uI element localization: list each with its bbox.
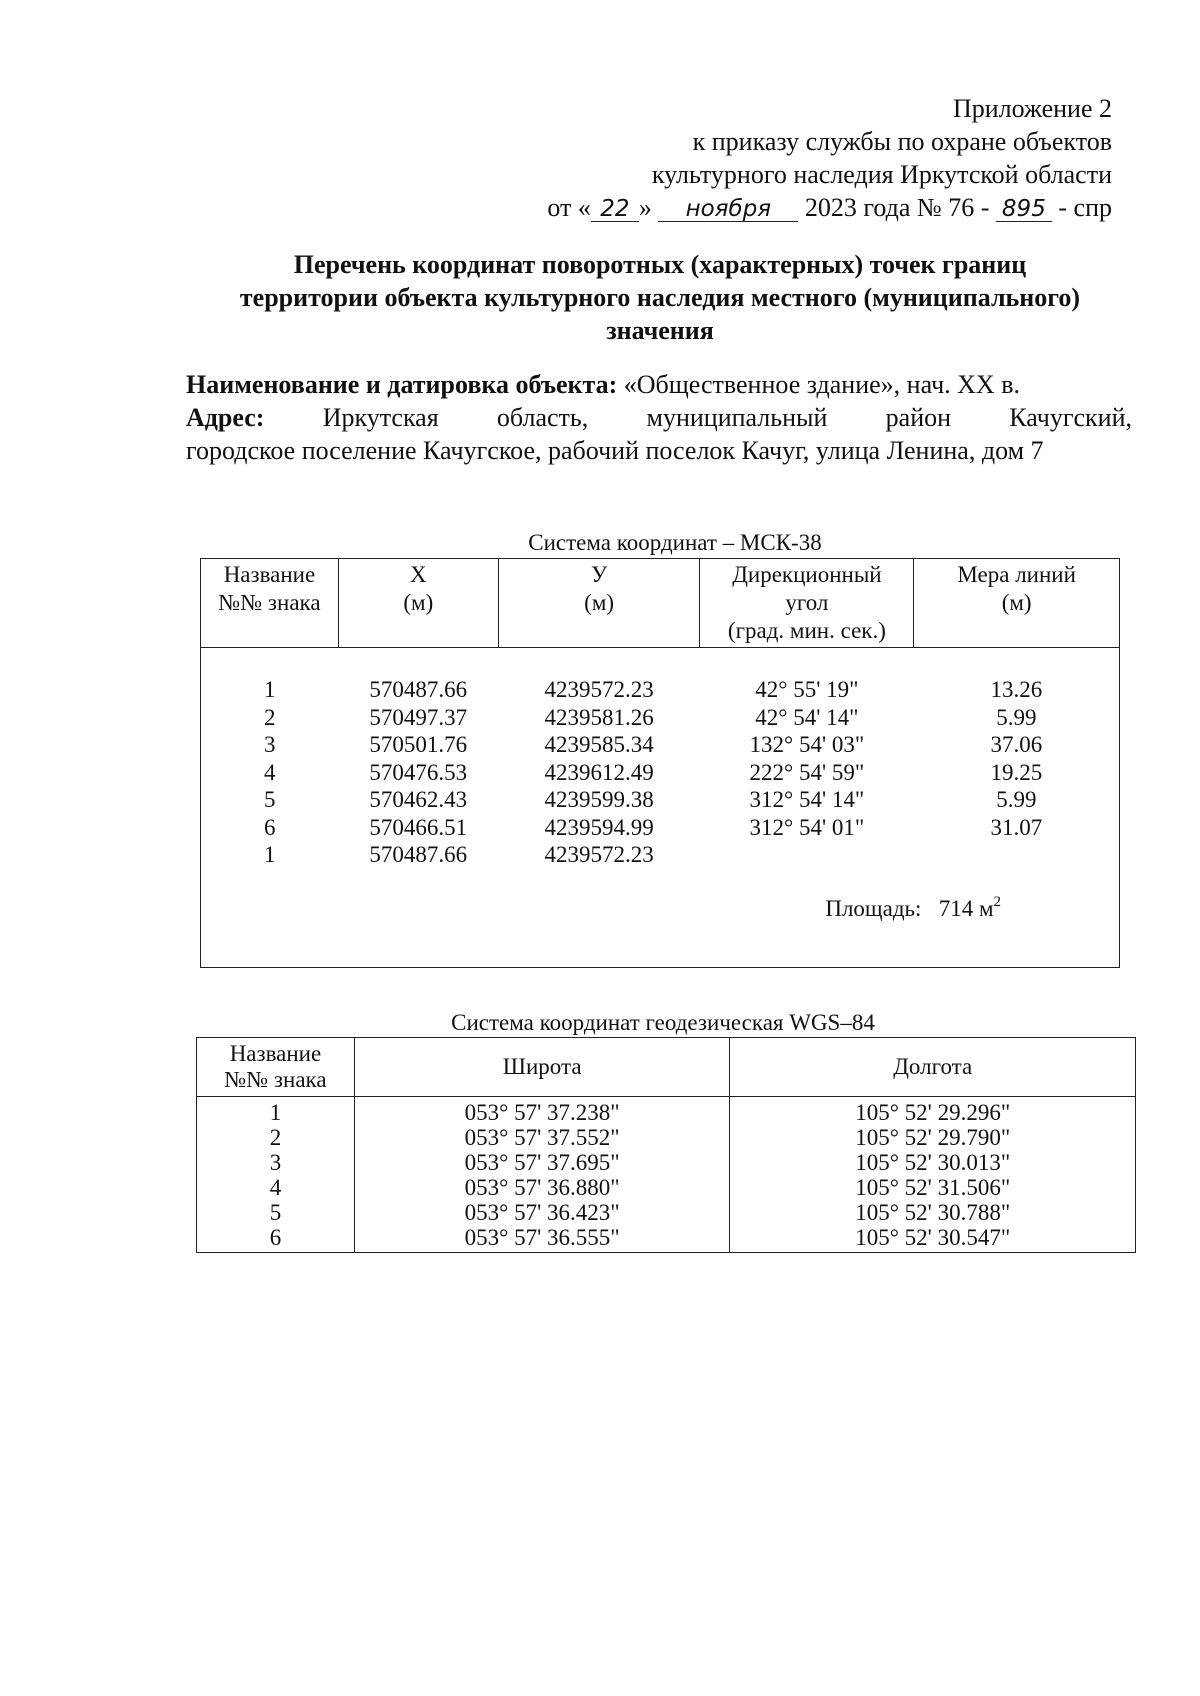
- latitude: 053° 57' 37.695": [354, 1150, 730, 1175]
- handwritten-month: ноября: [658, 197, 798, 222]
- coord-x: 570462.43: [369, 787, 468, 812]
- line-length: 5.99: [996, 787, 1037, 812]
- appendix-number: Приложение 2: [952, 94, 1112, 123]
- appendix-authority-line: культурного наследия Иркутской области: [651, 160, 1112, 189]
- point-number: 5: [263, 787, 276, 812]
- coord-y: 4239594.99: [544, 814, 654, 840]
- longitude: 105° 52' 29.296": [730, 1097, 1136, 1126]
- appendix-header: [547, 92, 1112, 224]
- point-number: 6: [197, 1225, 355, 1253]
- direction-angle: 312° 54' 01": [749, 814, 865, 840]
- point-number: 5: [197, 1200, 355, 1225]
- wgs-coordinates-table: [196, 1037, 1136, 1253]
- table-row: [201, 759, 1120, 787]
- appendix-order-line: к приказу службы по охране объектов: [692, 127, 1112, 156]
- msk-coordinates-table: [200, 558, 1120, 968]
- wgs-header-row: [197, 1038, 1136, 1097]
- longitude: 105° 52' 31.506": [730, 1175, 1136, 1200]
- point-number: 3: [197, 1150, 355, 1175]
- msk-header-x-line-2: (м): [403, 590, 434, 615]
- area-cell: [201, 869, 1120, 943]
- longitude: 105° 52' 30.547": [730, 1225, 1136, 1253]
- object-address-line-2: городское поселение Качугское, рабочий поселок Качуг, улица Ленина, дом 7: [186, 436, 1044, 465]
- title-line-1: Перечень координат поворотных (характерных) точек границ: [293, 250, 1027, 279]
- table-row: [197, 1097, 1136, 1126]
- latitude: 053° 57' 37.552": [354, 1125, 730, 1150]
- point-number: 3: [263, 732, 276, 757]
- point-number: 2: [263, 704, 276, 730]
- table-row: [197, 1225, 1136, 1253]
- order-suffix: - спр: [1058, 193, 1112, 222]
- msk-header-y-line-1: У: [590, 562, 608, 587]
- coord-y: 4239612.49: [544, 759, 654, 785]
- direction-angle: 42° 54' 14": [755, 704, 859, 730]
- direction-angle: 132° 54' 03": [749, 732, 865, 757]
- wgs-header-name-line-2: №№ знака: [224, 1067, 327, 1092]
- table-row: [197, 1200, 1136, 1225]
- msk-header-angle: [700, 559, 914, 648]
- object-address-label: Адрес:: [186, 403, 265, 432]
- msk-header-name: [201, 559, 339, 648]
- point-number: 1: [263, 677, 276, 702]
- line-length: 5.99: [996, 704, 1037, 730]
- handwritten-order-number: 895: [996, 197, 1052, 222]
- coord-x: 570487.66: [369, 677, 468, 702]
- table-row: [197, 1125, 1136, 1150]
- longitude: 105° 52' 30.013": [730, 1150, 1136, 1175]
- area-value: 714 м: [938, 895, 994, 921]
- point-number: 1: [263, 842, 276, 867]
- object-name-label: Наименование и датировка объекта:: [186, 370, 618, 399]
- direction-angle: 222° 54' 59": [749, 759, 865, 785]
- coord-y: 4239572.23: [544, 677, 654, 702]
- title-line-3: значения: [606, 316, 714, 345]
- table-row: [201, 786, 1120, 814]
- appendix-date-line: [547, 191, 1112, 224]
- object-name-value: «Общественное здание», нач. XX в.: [623, 370, 1020, 399]
- msk-header-length: [914, 559, 1120, 648]
- msk-header-angle-line-2: угол: [785, 590, 829, 615]
- wgs-header-latitude: Широта: [354, 1038, 730, 1097]
- coord-y: 4239599.38: [544, 787, 654, 812]
- point-number: 6: [263, 814, 276, 840]
- point-number: 4: [197, 1175, 355, 1200]
- area-label: Площадь:: [825, 895, 922, 921]
- date-prefix: от «: [547, 193, 591, 222]
- coord-y: 4239581.26: [544, 704, 654, 730]
- line-length: [914, 841, 1120, 869]
- coord-x: 570501.76: [369, 732, 468, 757]
- point-number: 2: [197, 1125, 355, 1150]
- point-number: 4: [263, 759, 276, 785]
- point-number: 1: [197, 1097, 355, 1126]
- msk-header-length-line-2: (м): [1001, 590, 1032, 615]
- coord-x: 570476.53: [369, 759, 468, 785]
- wgs-table-caption: Система координат геодезическая WGS–84: [451, 1010, 875, 1035]
- latitude: 053° 57' 36.423": [354, 1200, 730, 1225]
- direction-angle: 42° 55' 19": [755, 677, 859, 702]
- object-address-value-1: Иркутская область, муниципальный район Качугский,: [322, 403, 1132, 432]
- coord-y: 4239572.23: [544, 842, 654, 867]
- table-row: [201, 676, 1120, 704]
- line-length: 31.07: [990, 814, 1043, 840]
- line-length: 13.26: [990, 677, 1043, 702]
- msk-header-y: [498, 559, 700, 648]
- object-info: [186, 368, 1132, 467]
- msk-header-length-line-1: Мера линий: [957, 562, 1076, 587]
- msk-header-name-line-2: №№ знака: [218, 590, 321, 615]
- table-row: [201, 841, 1120, 869]
- coord-x: 570497.37: [369, 704, 468, 730]
- area-row: [201, 869, 1120, 943]
- object-name-line: [186, 368, 1132, 401]
- line-length: 37.06: [990, 732, 1043, 757]
- wgs-header-name-line-1: Название: [229, 1041, 322, 1066]
- table-row: [201, 704, 1120, 732]
- latitude: 053° 57' 36.880": [354, 1175, 730, 1200]
- msk-header-x: [338, 559, 498, 648]
- coord-x: 570466.51: [369, 814, 468, 840]
- coord-x: 570487.66: [369, 842, 468, 867]
- table-row: [201, 731, 1120, 759]
- msk-header-name-line-1: Название: [223, 562, 316, 587]
- direction-angle: 312° 54' 14": [749, 787, 865, 812]
- msk-header-x-line-1: X: [409, 562, 427, 587]
- line-length: 19.25: [990, 759, 1043, 785]
- handwritten-day: 22: [591, 197, 639, 222]
- latitude: 053° 57' 36.555": [354, 1225, 730, 1253]
- longitude: 105° 52' 30.788": [730, 1200, 1136, 1225]
- msk-header-angle-line-3: (град. мин. сек.): [727, 618, 886, 643]
- date-separator: »: [638, 193, 652, 222]
- table-row: [201, 814, 1120, 842]
- msk-table-caption: Система координат – МСК-38: [528, 530, 822, 555]
- table-row: [197, 1175, 1136, 1200]
- msk-spacer-row: [201, 648, 1120, 677]
- title-line-2: территории объекта культурного наследия местного (муниципального): [239, 283, 1081, 312]
- msk-header-row: [201, 559, 1120, 648]
- msk-tail-row: [201, 943, 1120, 968]
- area-unit-superscript: 2: [993, 893, 1001, 910]
- msk-header-y-line-2: (м): [584, 590, 615, 615]
- latitude: 053° 57' 37.238": [354, 1097, 730, 1126]
- direction-angle: [700, 841, 914, 869]
- msk-header-angle-line-1: Дирекционный: [732, 562, 882, 587]
- year-text: 2023 года № 76 -: [804, 193, 990, 222]
- wgs-header-longitude: Долгота: [730, 1038, 1136, 1097]
- object-address-line-1: [186, 401, 1132, 434]
- coord-y: 4239585.34: [544, 732, 654, 757]
- table-row: [197, 1150, 1136, 1175]
- longitude: 105° 52' 29.790": [730, 1125, 1136, 1150]
- document-title: [180, 248, 1140, 347]
- wgs-header-name: [197, 1038, 355, 1097]
